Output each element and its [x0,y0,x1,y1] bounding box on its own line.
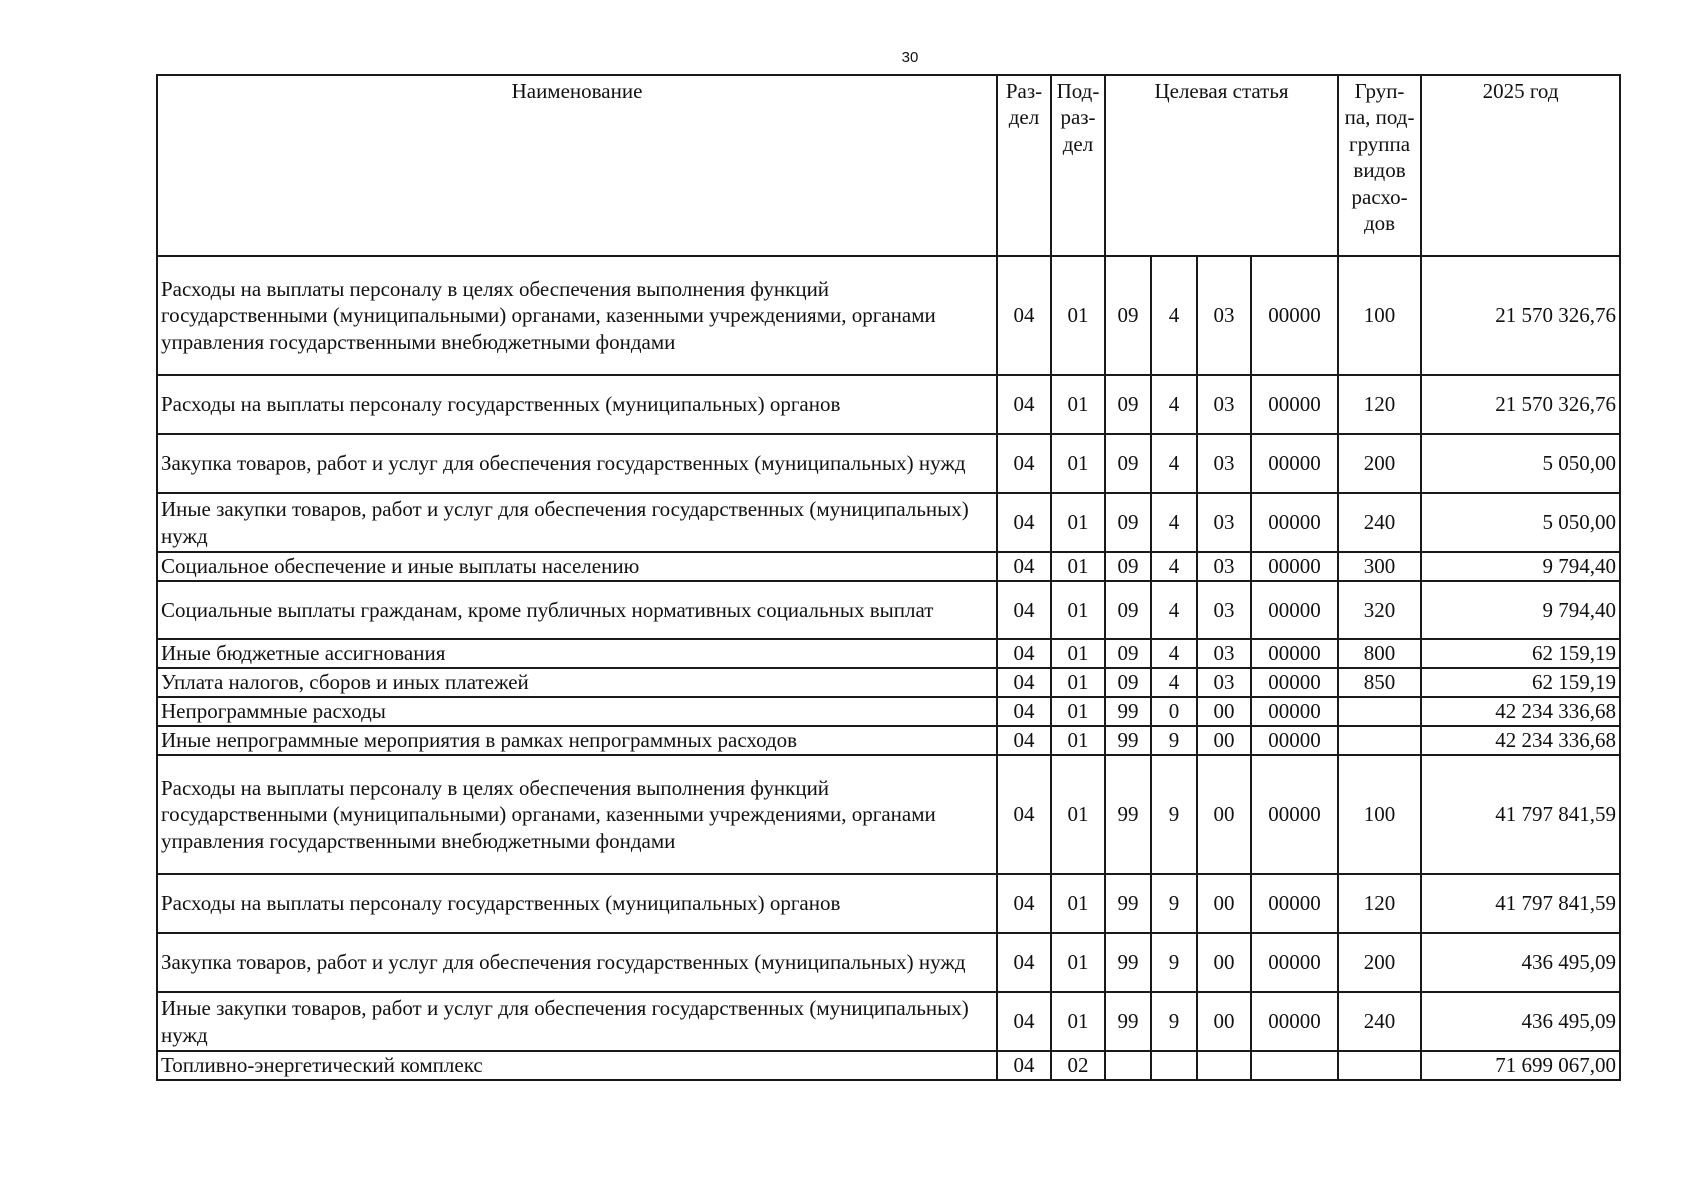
row-expense-group: 200 [1338,434,1421,493]
row-target-subprogram: 9 [1151,992,1197,1051]
row-name: Расходы на выплаты персоналу в целях обеспечения выполнения функций государственными (муниципальными) органами, казенными учреждениями, органами управления государственными внебюджетными фондами [157,755,997,874]
row-target-subprogram: 4 [1151,256,1197,375]
row-target-subprogram: 9 [1151,726,1197,755]
row-target-direction: 00000 [1251,639,1338,668]
row-target-main-event: 00 [1197,697,1251,726]
row-expense-group: 120 [1338,874,1421,933]
row-target-subprogram: 4 [1151,581,1197,639]
row-name: Иные закупки товаров, работ и услуг для обеспечения государственных (муниципальных) нужд [157,493,997,552]
row-expense-group [1338,1051,1421,1080]
budget-table [156,74,1621,1081]
row-target-direction: 00000 [1251,726,1338,755]
row-subsection: 02 [1051,1051,1105,1080]
row-target-main-event: 03 [1197,668,1251,697]
row-target-direction: 00000 [1251,874,1338,933]
row-target-main-event: 00 [1197,726,1251,755]
row-expense-group: 100 [1338,755,1421,874]
row-amount: 9 794,40 [1421,581,1620,639]
row-target-main-event: 00 [1197,992,1251,1051]
row-amount: 21 570 326,76 [1421,375,1620,434]
row-subsection: 01 [1051,639,1105,668]
row-name: Иные бюджетные ассигнования [157,639,997,668]
row-target-direction: 00000 [1251,668,1338,697]
row-subsection: 01 [1051,874,1105,933]
row-section: 04 [997,1051,1051,1080]
table-row [157,581,1620,639]
row-target-main-event: 00 [1197,755,1251,874]
row-target-direction: 00000 [1251,552,1338,581]
row-amount: 42 234 336,68 [1421,726,1620,755]
column-header-target-article: Целевая статья [1105,75,1338,256]
row-section: 04 [997,434,1051,493]
row-target-main-event [1197,1051,1251,1080]
table-row [157,552,1620,581]
table-row [157,493,1620,552]
row-target-subprogram: 4 [1151,375,1197,434]
column-header-subsection: Под- раз- дел [1051,75,1105,256]
row-target-subprogram [1151,1051,1197,1080]
row-target-program: 09 [1105,668,1151,697]
table-row [157,933,1620,992]
row-name: Расходы на выплаты персоналу государственных (муниципальных) органов [157,375,997,434]
table-row [157,668,1620,697]
row-section: 04 [997,493,1051,552]
row-subsection: 01 [1051,256,1105,375]
row-target-main-event: 00 [1197,874,1251,933]
column-header-expense-group: Груп- па, под- группа видов расхо- дов [1338,75,1421,256]
row-target-subprogram: 4 [1151,552,1197,581]
row-amount: 62 159,19 [1421,668,1620,697]
row-target-direction: 00000 [1251,755,1338,874]
row-section: 04 [997,697,1051,726]
row-expense-group: 320 [1338,581,1421,639]
row-target-direction: 00000 [1251,375,1338,434]
row-target-direction: 00000 [1251,493,1338,552]
row-target-direction: 00000 [1251,933,1338,992]
row-target-program: 99 [1105,726,1151,755]
row-section: 04 [997,668,1051,697]
row-name: Непрограммные расходы [157,697,997,726]
table-row [157,697,1620,726]
row-target-main-event: 03 [1197,493,1251,552]
row-target-program: 99 [1105,697,1151,726]
row-name: Расходы на выплаты персоналу государственных (муниципальных) органов [157,874,997,933]
row-target-program: 09 [1105,256,1151,375]
row-expense-group: 300 [1338,552,1421,581]
column-header-section: Раз- дел [997,75,1051,256]
row-target-direction: 00000 [1251,434,1338,493]
row-target-subprogram: 4 [1151,493,1197,552]
row-target-subprogram: 4 [1151,434,1197,493]
row-section: 04 [997,375,1051,434]
row-target-direction: 00000 [1251,697,1338,726]
row-target-direction: 00000 [1251,992,1338,1051]
row-section: 04 [997,933,1051,992]
row-target-program: 99 [1105,874,1151,933]
row-target-program: 09 [1105,552,1151,581]
page-number: 30 [901,49,919,66]
row-name: Закупка товаров, работ и услуг для обеспечения государственных (муниципальных) нужд [157,434,997,493]
row-expense-group: 240 [1338,992,1421,1051]
row-amount: 71 699 067,00 [1421,1051,1620,1080]
row-target-program [1105,1051,1151,1080]
row-amount: 436 495,09 [1421,933,1620,992]
row-target-main-event: 03 [1197,552,1251,581]
row-section: 04 [997,552,1051,581]
row-target-subprogram: 9 [1151,755,1197,874]
row-target-subprogram: 9 [1151,933,1197,992]
row-section: 04 [997,639,1051,668]
row-expense-group: 120 [1338,375,1421,434]
row-name: Расходы на выплаты персоналу в целях обеспечения выполнения функций государственными (муниципальными) органами, казенными учреждениями, органами управления государственными внебюджетными фондами [157,256,997,375]
table-row [157,375,1620,434]
row-target-direction [1251,1051,1338,1080]
row-amount: 42 234 336,68 [1421,697,1620,726]
row-section: 04 [997,874,1051,933]
row-target-program: 99 [1105,755,1151,874]
row-target-subprogram: 4 [1151,668,1197,697]
row-section: 04 [997,992,1051,1051]
row-name: Уплата налогов, сборов и иных платежей [157,668,997,697]
row-name: Социальное обеспечение и иные выплаты населению [157,552,997,581]
table-header-row [157,75,1620,256]
row-amount: 5 050,00 [1421,434,1620,493]
row-section: 04 [997,256,1051,375]
table-row [157,874,1620,933]
row-expense-group: 850 [1338,668,1421,697]
table-body [157,256,1620,1080]
row-section: 04 [997,755,1051,874]
row-subsection: 01 [1051,434,1105,493]
row-target-main-event: 03 [1197,639,1251,668]
row-target-program: 09 [1105,581,1151,639]
row-subsection: 01 [1051,992,1105,1051]
row-target-subprogram: 9 [1151,874,1197,933]
row-subsection: 01 [1051,493,1105,552]
row-target-main-event: 03 [1197,434,1251,493]
row-amount: 62 159,19 [1421,639,1620,668]
row-target-main-event: 00 [1197,933,1251,992]
row-name: Социальные выплаты гражданам, кроме публичных нормативных социальных выплат [157,581,997,639]
row-section: 04 [997,726,1051,755]
row-target-subprogram: 4 [1151,639,1197,668]
row-subsection: 01 [1051,933,1105,992]
table-row [157,434,1620,493]
row-target-subprogram: 0 [1151,697,1197,726]
row-expense-group [1338,726,1421,755]
row-amount: 41 797 841,59 [1421,874,1620,933]
row-subsection: 01 [1051,581,1105,639]
row-name: Иные непрограммные мероприятия в рамках непрограммных расходов [157,726,997,755]
row-subsection: 01 [1051,697,1105,726]
row-subsection: 01 [1051,726,1105,755]
row-target-direction: 00000 [1251,256,1338,375]
table-row [157,256,1620,375]
table-row [157,1051,1620,1080]
row-amount: 5 050,00 [1421,493,1620,552]
row-subsection: 01 [1051,755,1105,874]
row-subsection: 01 [1051,668,1105,697]
row-amount: 21 570 326,76 [1421,256,1620,375]
row-amount: 9 794,40 [1421,552,1620,581]
row-target-program: 09 [1105,493,1151,552]
row-target-program: 09 [1105,639,1151,668]
row-target-program: 99 [1105,933,1151,992]
row-amount: 436 495,09 [1421,992,1620,1051]
row-expense-group: 800 [1338,639,1421,668]
row-expense-group: 240 [1338,493,1421,552]
table-row [157,726,1620,755]
row-target-main-event: 03 [1197,256,1251,375]
row-name: Топливно-энергетический комплекс [157,1051,997,1080]
row-expense-group: 200 [1338,933,1421,992]
table-row [157,755,1620,874]
row-target-direction: 00000 [1251,581,1338,639]
row-target-program: 99 [1105,992,1151,1051]
row-target-main-event: 03 [1197,581,1251,639]
column-header-name: Наименование [157,75,997,256]
row-subsection: 01 [1051,375,1105,434]
table-row [157,639,1620,668]
row-section: 04 [997,581,1051,639]
row-name: Закупка товаров, работ и услуг для обеспечения государственных (муниципальных) нужд [157,933,997,992]
row-target-main-event: 03 [1197,375,1251,434]
row-expense-group: 100 [1338,256,1421,375]
row-target-program: 09 [1105,375,1151,434]
row-expense-group [1338,697,1421,726]
column-header-year: 2025 год [1421,75,1620,256]
row-name: Иные закупки товаров, работ и услуг для обеспечения государственных (муниципальных) нужд [157,992,997,1051]
row-target-program: 09 [1105,434,1151,493]
row-amount: 41 797 841,59 [1421,755,1620,874]
row-subsection: 01 [1051,552,1105,581]
table-row [157,992,1620,1051]
